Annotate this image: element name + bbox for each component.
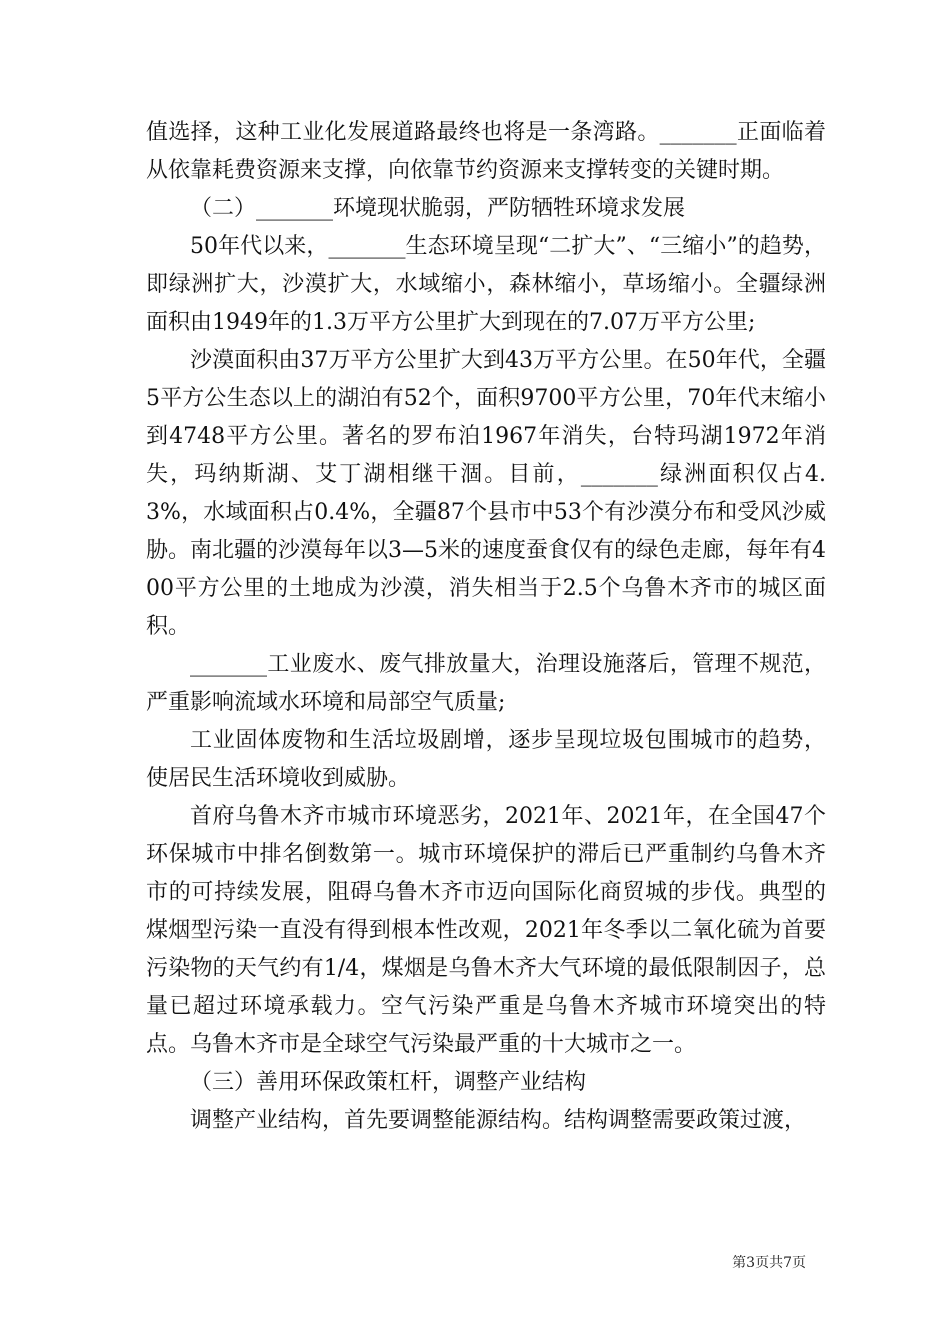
paragraph: _______工业废水、废气排放量大，治理设施落后，管理不规范，严重影响流域水环境和局部空气质量; <box>146 652 826 715</box>
page-number: 第3页共7页 <box>732 1255 806 1271</box>
section-heading-2: （二）_______环境现状脆弱，严防牺牲环境求发展 <box>190 196 686 221</box>
paragraph: 50年代以来，_______生态环境呈现“二扩大”、“三缩小”的趋势，即绿洲扩大，沙漠扩大，水域缩小，森林缩小，草场缩小。全疆绿洲面积由1949年的1.3万平方公里扩大到现在的7.07万平方公里; <box>146 234 826 335</box>
paragraph: 沙漠面积由37万平方公里扩大到43万平方公里。在50年代，全疆5平方公生态以上的湖泊有52个，面积9700平方公里，70年代末缩小到4748平方公里。著名的罗布泊1967年消失，台特玛湖1972年消失，玛纳斯湖、艾丁湖相继干涸。目前，_______绿洲面积仅占4.3%，水域面积占0.4%，全疆87个县市中53个有沙漠分布和受风沙威胁。南北疆的沙漠每年以3—5米的速度蚕食仅有的绿色走廊，每年有400平方公里的土地成为沙漠，消失相当于2.5个乌鲁木齐市的城区面积。 <box>146 348 826 639</box>
paragraph: 首府乌鲁木齐市城市环境恶劣，2021年、2021年，在全国47个环保城市中排名倒数第一。城市环境保护的滞后已严重制约乌鲁木齐市的可持续发展，阻碍乌鲁木齐市迈向国际化商贸城的步伐。典型的煤烟型污染一直没有得到根本性改观，2021年冬季以二氧化硫为首要污染物的天气约有1/4，煤烟是乌鲁木齐大气环境的最低限制因子，总量已超过环境承载力。空气污染严重是乌鲁木齐城市环境突出的特点。乌鲁木齐市是全球空气污染最严重的十大城市之一。 <box>146 804 826 1057</box>
paragraph: 调整产业结构，首先要调整能源结构。结构调整需要政策过渡， <box>190 1108 807 1133</box>
section-heading-3: （三）善用环保政策杠杆，调整产业结构 <box>190 1070 587 1095</box>
paragraph: 工业固体废物和生活垃圾剧增，逐步呈现垃圾包围城市的趋势，使居民生活环境收到威胁。 <box>146 728 826 791</box>
document-body <box>146 114 826 1140</box>
paragraph-continuation: 值选择，这种工业化发展道路最终也将是一条湾路。_______正面临着从依靠耗费资源来支撑，向依靠节约资源来支撑转变的关键时期。 <box>146 120 826 183</box>
